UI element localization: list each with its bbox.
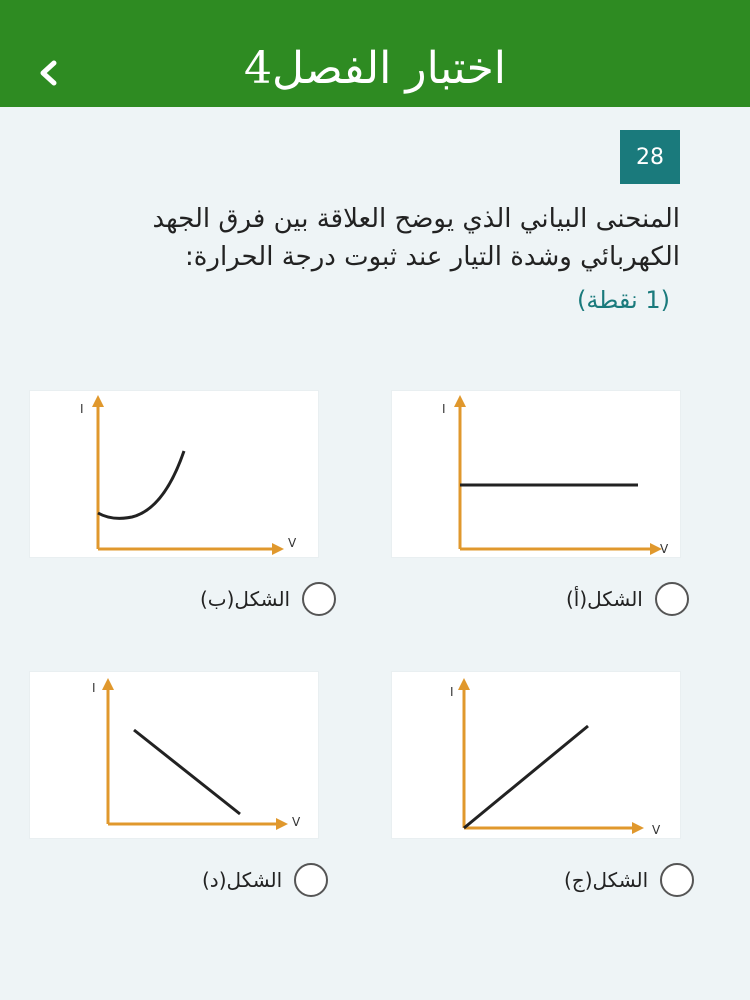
app-header — [0, 0, 750, 107]
option-label: الشكل(د) — [202, 868, 283, 892]
x-axis-label: V — [652, 823, 661, 837]
option-label: الشكل(ج) — [564, 868, 649, 892]
graph-line — [134, 730, 240, 814]
x-axis-label: V — [288, 536, 297, 550]
back-button[interactable] — [28, 50, 68, 96]
radio-button-d[interactable] — [294, 863, 328, 897]
graph-card-c — [392, 672, 680, 838]
y-axis-label: I — [442, 402, 446, 416]
option-label: الشكل(ب) — [200, 587, 291, 611]
option-c[interactable] — [564, 863, 694, 897]
page-title: اختبار الفصل4 — [244, 43, 506, 94]
graph-card-d — [30, 672, 318, 838]
question-points: (1 نقطة) — [576, 286, 670, 314]
question-number-badge: 28 — [620, 130, 680, 184]
option-label: الشكل(أ) — [566, 587, 643, 611]
radio-button-a[interactable] — [655, 582, 689, 616]
graph-card-b — [30, 391, 318, 557]
x-axis-label: V — [660, 542, 669, 556]
option-a[interactable] — [566, 582, 689, 616]
option-d[interactable] — [202, 863, 328, 897]
graph-card-a — [392, 391, 680, 557]
graph-curve — [98, 451, 184, 518]
y-axis-label: I — [92, 681, 96, 695]
y-axis-label: I — [450, 685, 454, 699]
radio-button-c[interactable] — [660, 863, 694, 897]
chevron-left-icon — [36, 58, 60, 88]
question-text: المنحنى البياني الذي يوضح العلاقة بين فرق الجهد الكهربائي وشدة التيار عند ثبوت درجة الحرارة: — [152, 204, 680, 272]
y-axis-label: I — [80, 402, 84, 416]
radio-button-b[interactable] — [302, 582, 336, 616]
option-b[interactable] — [200, 582, 336, 616]
x-axis-label: V — [292, 815, 301, 829]
graph-line — [464, 726, 588, 828]
